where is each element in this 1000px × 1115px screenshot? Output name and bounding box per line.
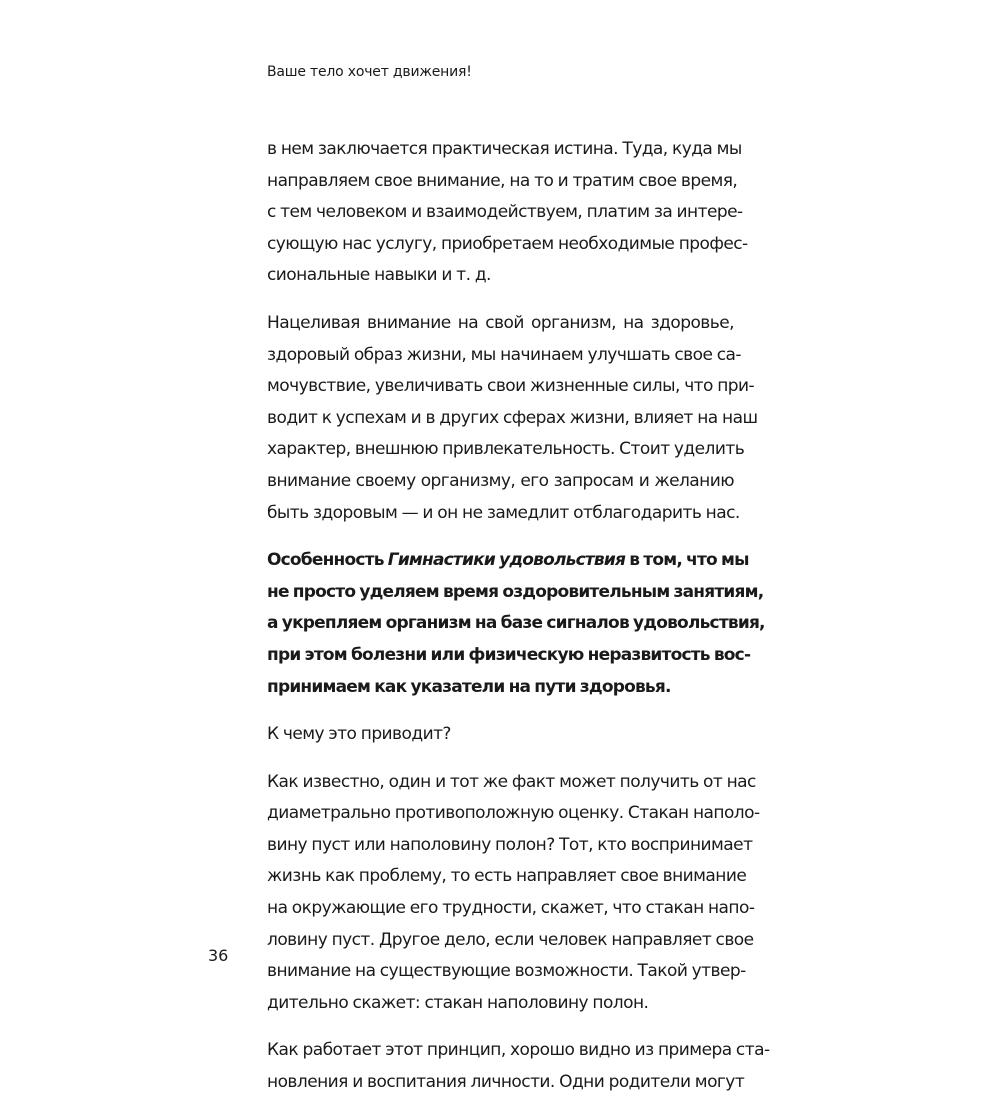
text-line: не просто уделяем время оздоровительным занятиям, [267, 581, 764, 602]
text-line: новления и воспитания личности. Одни родители могут [267, 1072, 745, 1093]
text-line: при этом болезни или физическую неразвитость вос- [267, 644, 751, 665]
text-line [267, 545, 749, 577]
text-run: Особенность [267, 550, 388, 571]
text-line: диаметрально противоположную оценку. Стакан наполо- [267, 803, 760, 824]
text-line: Как работает этот принцип, хорошо видно из примера ста- [267, 1040, 770, 1061]
text-line: принимаем как указатели на пути здоровья. [267, 676, 671, 697]
text-line: внимание на существующие возможности. Такой утвер- [267, 961, 746, 982]
paragraph-1 [267, 134, 748, 292]
text-line: в нем заключается практическая истина. Туда, куда мы [267, 139, 742, 159]
text-line: внимание своему организму, его запросам и желанию [267, 470, 734, 491]
text-line: сующую нас услугу, приобретаем необходимые профес- [267, 233, 748, 254]
paragraph-2 [267, 308, 758, 529]
text-line: здоровый образ жизни, мы начинаем улучшать свое са- [267, 344, 741, 365]
text-line: жизнь как проблему, то есть направляет свое внимание [267, 866, 747, 887]
emphasized-term: Гимнастики удовольствия [387, 550, 626, 571]
text-line: вину пуст или наполовину полон? Тот, кто воспринимает [267, 834, 753, 855]
page-number: 36 [208, 946, 229, 965]
paragraph-6 [267, 1035, 770, 1098]
running-head: Ваше тело хочет движения! [267, 64, 472, 80]
text-line: дительно скажет: стакан наполовину полон. [267, 992, 649, 1013]
text-line: характер, внешнюю привлекательность. Стоит уделить [267, 439, 745, 460]
body-text [267, 134, 770, 1115]
text-line: с тем человеком и взаимодействуем, платим за интере- [267, 202, 743, 223]
text-line: К чему это приводит? [267, 724, 451, 745]
text-line: на окружающие его трудности, скажет, что стакан напо- [267, 898, 755, 919]
text-line: Нацеливая внимание на свой организм, на здоровье, [267, 312, 734, 333]
paragraph-3-emphasized [267, 545, 765, 703]
paragraph-4 [267, 719, 734, 751]
text-line: ловину пуст. Другое дело, если человек направляет свое [267, 929, 754, 950]
paragraph-5 [267, 767, 760, 1020]
text-line: Как известно, один и тот же факт может получить от нас [267, 771, 756, 792]
text-line: водит к успехам и в других сферах жизни, влияет на наш [267, 407, 758, 428]
text-line: мочувствие, увеличивать свои жизненные силы, что при- [267, 376, 755, 397]
text-line: сиональные навыки и т. д. [267, 265, 491, 286]
text-line: быть здоровым — и он не замедлит отблагодарить нас. [267, 502, 740, 523]
text-line: а укрепляем организм на базе сигналов удовольствия, [267, 613, 765, 634]
text-run: в том, что мы [625, 550, 749, 571]
text-line: направляем свое внимание, на то и тратим свое время, [267, 170, 738, 191]
